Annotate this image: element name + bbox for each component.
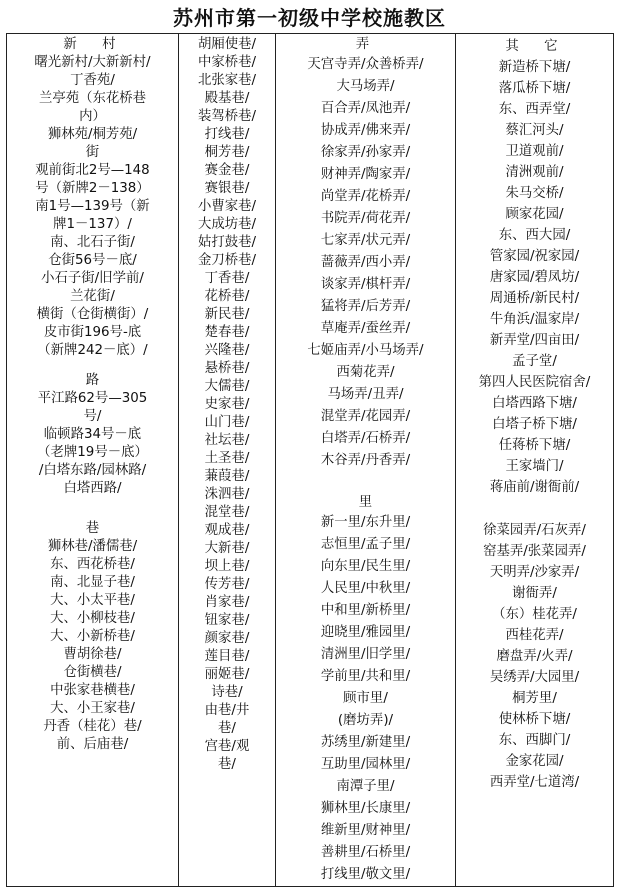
list-item: 猛将弄/后芳弄/ bbox=[320, 299, 411, 314]
list-item: 仓街横巷/ bbox=[63, 665, 122, 680]
list-item: 丽姬巷/ bbox=[204, 667, 250, 682]
list-item: 七家弄/状元弄/ bbox=[320, 233, 411, 248]
list-item: 牌1－137）/ bbox=[53, 217, 132, 232]
list-item: 狮林里/长康里/ bbox=[320, 801, 411, 816]
list-item: 金家花园/ bbox=[505, 754, 564, 769]
list-item: 皮市街196号-底 bbox=[43, 325, 142, 340]
list-item: 磨盘弄/火弄/ bbox=[496, 649, 573, 664]
list-item: 社坛巷/ bbox=[204, 433, 250, 448]
list-item: （新牌242－底）/ bbox=[37, 343, 148, 358]
list-item: 谈家弄/棋杆弄/ bbox=[320, 277, 411, 292]
list-item: 新造桥下塘/ bbox=[498, 60, 571, 75]
list-item: 志恒里/孟子里/ bbox=[320, 537, 411, 552]
list-lu bbox=[9, 390, 176, 498]
list-item: 清洲里/旧学里/ bbox=[320, 647, 411, 662]
column-xiang-continued bbox=[179, 34, 276, 887]
list-item: 管家园/祝家园/ bbox=[489, 249, 580, 264]
list-item: 蔷薇弄/西小弄/ bbox=[320, 255, 411, 270]
list-item: 南潭子里/ bbox=[336, 779, 395, 794]
list-item: 肖家巷/ bbox=[204, 595, 250, 610]
column-qita bbox=[456, 34, 614, 887]
list-item: 颜家巷/ bbox=[204, 631, 250, 646]
list-item: 向东里/民生里/ bbox=[320, 559, 411, 574]
list-item: 天明弄/沙家弄/ bbox=[489, 565, 580, 580]
list-item: 楚春巷/ bbox=[204, 325, 250, 340]
list-item: 兴隆巷/ bbox=[204, 343, 250, 358]
list-item: 蒋庙前/谢衙前/ bbox=[489, 480, 580, 495]
list-item: 南、北显子巷/ bbox=[50, 575, 135, 590]
list-item: 孟子堂/ bbox=[512, 354, 557, 369]
list-item: 诗巷/ bbox=[211, 685, 243, 700]
list-item: 北张家巷/ bbox=[197, 73, 257, 88]
list-item: 桐芳里/ bbox=[512, 691, 557, 706]
list-item: 顾家花园/ bbox=[505, 207, 564, 222]
list-item: 南、北石子街/ bbox=[50, 235, 135, 250]
list-item: 平江路62号—305 bbox=[37, 391, 148, 406]
list-item: 混堂巷/ bbox=[204, 505, 250, 520]
list-item: 土圣巷/ bbox=[204, 451, 250, 466]
list-item: 草庵弄/蚕丝弄/ bbox=[320, 321, 411, 336]
list-item: 姑打鼓巷/ bbox=[197, 235, 257, 250]
list-item: 东、西弄堂/ bbox=[498, 102, 571, 117]
header-li: 里 bbox=[358, 495, 373, 510]
list-item: 巷/ bbox=[218, 757, 236, 772]
list-item: 史家巷/ bbox=[204, 397, 250, 412]
list-item: 东、西花桥巷/ bbox=[50, 557, 135, 572]
list-item: 洙泗巷/ bbox=[204, 487, 250, 502]
list-item: 胡厢使巷/ bbox=[197, 37, 257, 52]
list-item: 大、小柳枝巷/ bbox=[50, 611, 135, 626]
page-title: 苏州市第一初级中学校施教区 bbox=[173, 6, 446, 30]
list-item: 维新里/财神里/ bbox=[320, 823, 411, 838]
list-jie bbox=[9, 162, 176, 360]
list-item: 迎晓里/雅园里/ bbox=[320, 625, 411, 640]
list-item: 南1号—139号（新 bbox=[35, 199, 150, 214]
header-lu: 路 bbox=[85, 373, 100, 388]
list-item: 蒹葭巷/ bbox=[204, 469, 250, 484]
list-item: 临顿路34号－底 bbox=[43, 427, 142, 442]
list-item: 马场弄/丑弄/ bbox=[327, 387, 404, 402]
header-nong: 弄 bbox=[355, 37, 376, 52]
list-item: 白塔西路/ bbox=[63, 481, 122, 496]
list-item: 周通桥/新民村/ bbox=[489, 291, 580, 306]
list-item: 小石子街/旧学前/ bbox=[41, 271, 144, 286]
list-item: 大儒巷/ bbox=[204, 379, 250, 394]
list-item: 装驾桥巷/ bbox=[197, 109, 257, 124]
list-item: 山门巷/ bbox=[204, 415, 250, 430]
list-item: 朱马交桥/ bbox=[505, 186, 564, 201]
list-item: 仓街56号－底/ bbox=[48, 253, 137, 268]
list-item: （东）桂花弄/ bbox=[492, 607, 577, 622]
list-item: 小曹家巷/ bbox=[197, 199, 257, 214]
list-item: 宫巷/观 bbox=[204, 739, 250, 754]
header-xiang: 巷 bbox=[85, 521, 100, 536]
list-item: 七姬庙弄/小马场弄/ bbox=[307, 343, 424, 358]
list-item: 协成弄/佛来弄/ bbox=[320, 123, 411, 138]
list-item: (磨坊弄)/ bbox=[337, 713, 394, 728]
list-item: 清洲观前/ bbox=[505, 165, 564, 180]
list-item: 窑基弄/张菜园弄/ bbox=[483, 544, 586, 559]
list-item: 人民里/中秋里/ bbox=[320, 581, 411, 596]
list-item: 由巷/井 bbox=[204, 703, 250, 718]
list-item: 新弄堂/四亩田/ bbox=[489, 333, 580, 348]
list-item: 白塔弄/石桥弄/ bbox=[320, 431, 411, 446]
column-nong-li bbox=[276, 34, 456, 887]
list-item: 西弄堂/七道湾/ bbox=[489, 775, 580, 790]
list-item: 卫道观前/ bbox=[505, 144, 564, 159]
list-item: 赛金巷/ bbox=[204, 163, 250, 178]
list-item: 西桂花弄/ bbox=[505, 628, 564, 643]
list-item: 狮林巷/潘儒巷/ bbox=[47, 539, 138, 554]
list-item: 金刀桥巷/ bbox=[197, 253, 257, 268]
list-item: 横街（仓街横街）/ bbox=[36, 307, 149, 322]
list-item: 号（新牌2－138） bbox=[35, 181, 150, 196]
list-item: （老牌19号－底） bbox=[37, 445, 148, 460]
list-item: 丁香巷/ bbox=[204, 271, 250, 286]
list-item: 木谷弄/丹香弄/ bbox=[320, 453, 411, 468]
list-item: 落瓜桥下塘/ bbox=[498, 81, 571, 96]
list-item: 中家桥巷/ bbox=[197, 55, 257, 70]
list-item: 打线里/敬文里/ bbox=[320, 867, 411, 882]
list-xincun bbox=[9, 54, 176, 144]
list-item: 悬桥巷/ bbox=[204, 361, 250, 376]
list-item: 第四人民医院宿舍/ bbox=[478, 375, 591, 390]
list-xiang bbox=[9, 538, 176, 754]
list-item: 观前街北2号—148 bbox=[35, 163, 150, 178]
list-item: 大、小王家巷/ bbox=[50, 701, 135, 716]
list-item: 东、西大园/ bbox=[498, 228, 571, 243]
list-qita-2 bbox=[458, 520, 611, 793]
list-item: 新一里/东升里/ bbox=[320, 515, 411, 530]
list-item: 大、小太平巷/ bbox=[50, 593, 135, 608]
list-item: 善耕里/石桥里/ bbox=[320, 845, 411, 860]
district-table bbox=[6, 33, 614, 887]
list-li bbox=[278, 512, 453, 886]
list-item: 丁香苑/ bbox=[70, 73, 115, 88]
list-item: 号/ bbox=[83, 409, 102, 424]
list-item: 财神弄/陶家弄/ bbox=[320, 167, 411, 182]
list-item: 中和里/新桥里/ bbox=[320, 603, 411, 618]
list-item: 兰亭苑（东花桥巷 bbox=[38, 91, 147, 106]
list-xiang-2 bbox=[181, 36, 273, 774]
list-item: 百合弄/凤池弄/ bbox=[320, 101, 411, 116]
list-item: 莲目巷/ bbox=[204, 649, 250, 664]
list-item: 打线巷/ bbox=[204, 127, 250, 142]
list-item: 天宫寺弄/众善桥弄/ bbox=[307, 57, 424, 72]
header-xincun: 新 村 bbox=[63, 37, 122, 52]
list-item: 混堂弄/花园弄/ bbox=[320, 409, 411, 424]
list-item: 前、后庙巷/ bbox=[56, 737, 129, 752]
list-item: 苏绣里/新建里/ bbox=[320, 735, 411, 750]
list-item: 互助里/园林里/ bbox=[320, 757, 411, 772]
list-item: 白塔西路下塘/ bbox=[492, 396, 577, 411]
list-item: 书院弄/荷花弄/ bbox=[320, 211, 411, 226]
list-item: 东、西脚门/ bbox=[498, 733, 571, 748]
header-qita: 其 它 bbox=[505, 39, 564, 54]
list-item: 曹胡徐巷/ bbox=[63, 647, 122, 662]
list-item: 任蒋桥下塘/ bbox=[498, 438, 571, 453]
header-jie: 街 bbox=[85, 145, 100, 160]
list-item: 观成巷/ bbox=[204, 523, 250, 538]
column-xincun-jie-lu-xiang bbox=[7, 34, 179, 887]
list-item: 徐家弄/孙家弄/ bbox=[320, 145, 411, 160]
list-item: /白塔东路/园林路/ bbox=[38, 463, 147, 478]
list-qita-1 bbox=[458, 57, 611, 498]
list-item: 新民巷/ bbox=[204, 307, 250, 322]
list-item: 吴绣弄/大园里/ bbox=[489, 670, 580, 685]
list-item: 传芳巷/ bbox=[204, 577, 250, 592]
list-item: 使林桥下塘/ bbox=[498, 712, 571, 727]
list-item: 桐芳巷/ bbox=[204, 145, 250, 160]
list-item: 顾市里/ bbox=[343, 691, 388, 706]
list-item: 蔡汇河头/ bbox=[505, 123, 564, 138]
list-item: 兰花街/ bbox=[70, 289, 115, 304]
list-item: 钮家巷/ bbox=[204, 613, 250, 628]
list-item: 尚堂弄/花桥弄/ bbox=[320, 189, 411, 204]
list-item: 学前里/共和里/ bbox=[320, 669, 411, 684]
list-item: 大成坊巷/ bbox=[197, 217, 257, 232]
list-item: 内） bbox=[79, 109, 106, 124]
list-item: 赛银巷/ bbox=[204, 181, 250, 196]
list-item: 曙光新村/大新新村/ bbox=[34, 55, 151, 70]
list-item: 巷/ bbox=[218, 721, 236, 736]
list-item: 王家墙门/ bbox=[505, 459, 564, 474]
list-item: 狮林苑/桐芳苑/ bbox=[47, 127, 138, 142]
list-item: 大新巷/ bbox=[204, 541, 250, 556]
list-item: 谢衙弄/ bbox=[512, 586, 557, 601]
list-item: 大、小新桥巷/ bbox=[50, 629, 135, 644]
list-item: 花桥巷/ bbox=[204, 289, 250, 304]
list-item: 白塔子桥下塘/ bbox=[492, 417, 577, 432]
list-item: 牛角浜/温家岸/ bbox=[489, 312, 580, 327]
list-item: 徐菜园弄/石灰弄/ bbox=[483, 523, 586, 538]
list-nong bbox=[278, 54, 453, 472]
list-item: 唐家园/碧凤坊/ bbox=[489, 270, 580, 285]
list-item: 丹香（桂花）巷/ bbox=[43, 719, 142, 734]
list-item: 殿基巷/ bbox=[204, 91, 250, 106]
list-item: 西菊花弄/ bbox=[336, 365, 395, 380]
list-item: 坝上巷/ bbox=[204, 559, 250, 574]
list-item: 大马场弄/ bbox=[336, 79, 395, 94]
list-item: 中张家巷横巷/ bbox=[50, 683, 135, 698]
